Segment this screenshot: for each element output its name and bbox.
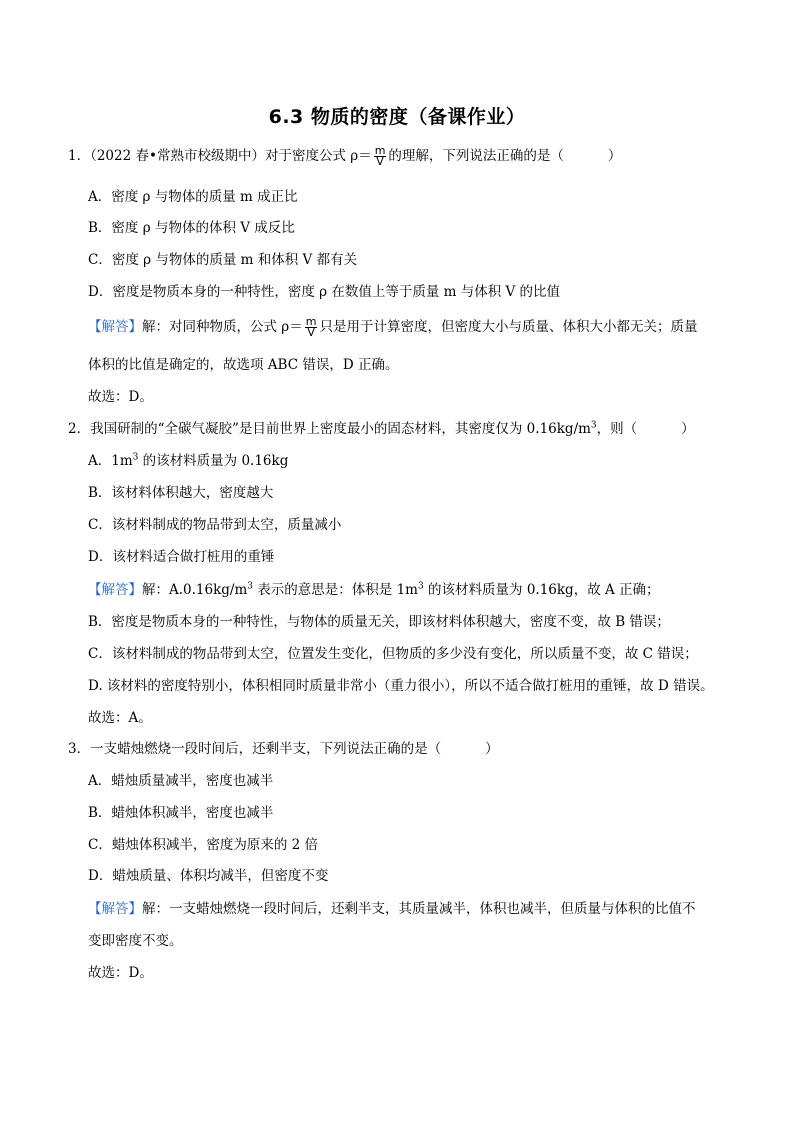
option-text: A．1m bbox=[88, 453, 133, 469]
option-text: 的该材料质量为 0.16kg bbox=[138, 453, 289, 469]
question-number: 1． bbox=[68, 148, 91, 164]
superscript: 3 bbox=[132, 452, 139, 463]
question-3-stem bbox=[68, 739, 499, 759]
question-2-option-a bbox=[88, 451, 288, 471]
question-3-answer-line-1 bbox=[88, 899, 696, 919]
question-1-option-d: D．密度是物质本身的一种特性，密度 ρ 在数值上等于质量 m 与体积 V 的比值 bbox=[88, 284, 561, 300]
question-2-stem bbox=[68, 419, 695, 439]
question-3-option-a: A．蜡烛质量减半，密度也减半 bbox=[88, 773, 274, 789]
question-1-stem bbox=[68, 146, 621, 167]
question-2-answer-line-1 bbox=[88, 580, 660, 600]
stem-text: 一支蜡烛燃烧一段时间后，还剩半支，下列说法正确的是（ bbox=[90, 741, 442, 757]
stem-text: 的理解，下列说法正确的是（ bbox=[388, 148, 564, 164]
answer-text: 只是用于计算密度，但密度大小与质量、体积大小都无关；质量 bbox=[319, 319, 698, 335]
formula-fraction bbox=[374, 146, 387, 167]
question-1-choice: 故选：D。 bbox=[88, 389, 153, 405]
question-1-answer-line-2: 体积的比值是确定的，故选项 ABC 错误，D 正确。 bbox=[88, 357, 399, 373]
stem-text: ，则（ bbox=[596, 421, 638, 437]
stem-text: ） bbox=[681, 421, 695, 437]
superscript: 3 bbox=[247, 581, 254, 592]
formula-fraction bbox=[305, 317, 318, 338]
question-1-option-c: C．密度 ρ 与物体的质量 m 和体积 V 都有关 bbox=[88, 252, 358, 268]
answer-tag: 【解答】 bbox=[88, 319, 142, 335]
answer-text: 表示的意思是：体积是 1m bbox=[253, 582, 418, 598]
page-title: 6.3 物质的密度（备课作业） bbox=[268, 106, 526, 128]
question-2-option-d: D．该材料适合做打桩用的重锤 bbox=[88, 549, 275, 565]
superscript: 3 bbox=[418, 581, 424, 592]
question-number: 3． bbox=[68, 741, 91, 757]
fraction-denominator: V bbox=[307, 326, 315, 339]
question-1-answer-line-1 bbox=[88, 317, 697, 338]
fraction-numerator: m bbox=[305, 315, 317, 328]
question-source: （2022 春•常熟市校级期中） bbox=[90, 148, 265, 164]
question-2-option-b: B．该材料体积越大，密度越大 bbox=[88, 485, 274, 501]
stem-text: ） bbox=[607, 148, 622, 164]
question-2-answer-line-2: B．密度是物质本身的一种特性，与物体的质量无关，即该材料体积越大，密度不变，故 B 错误； bbox=[88, 614, 670, 630]
stem-text: 对于密度公式 ρ＝ bbox=[264, 148, 372, 164]
answer-tag: 【解答】 bbox=[88, 582, 142, 598]
answer-text: 解：对同种物质，公式 ρ＝ bbox=[142, 319, 303, 335]
question-number: 2． bbox=[68, 421, 91, 437]
superscript: 3 bbox=[590, 420, 597, 431]
question-1-option-b: B．密度 ρ 与物体的体积 V 成反比 bbox=[88, 220, 295, 236]
stem-text: ） bbox=[485, 741, 499, 757]
answer-tag: 【解答】 bbox=[88, 901, 142, 917]
fraction-denominator: V bbox=[376, 155, 384, 168]
question-1-option-a: A．密度 ρ 与物体的质量 m 成正比 bbox=[88, 189, 298, 205]
question-3-answer-line-2: 变即密度不变。 bbox=[88, 933, 183, 949]
answer-text: 解：A.0.16kg/m bbox=[142, 582, 248, 598]
answer-text: 解：一支蜡烛燃烧一段时间后，还剩半支，其质量减半，体积也减半，但质量与体积的比值不 bbox=[142, 901, 696, 917]
question-2-choice: 故选：A。 bbox=[88, 710, 152, 726]
question-3-option-d: D．蜡烛质量、体积均减半，但密度不变 bbox=[88, 868, 329, 884]
question-3-option-b: B．蜡烛体积减半，密度也减半 bbox=[88, 805, 274, 821]
question-2-answer-line-3: C．该材料制成的物品带到太空，位置发生变化，但物质的多少没有变化，所以质量不变，故 C 错误； bbox=[88, 646, 698, 662]
answer-text: 的该材料质量为 0.16kg，故 A 正确； bbox=[423, 582, 660, 598]
question-2-option-c: C．该材料制成的物品带到太空，质量减小 bbox=[88, 517, 342, 533]
stem-text: 我国研制的“全碳气凝胶”是目前世界上密度最小的固态材料，其密度仅为 0.16kg/m bbox=[90, 421, 591, 437]
question-3-option-c: C．蜡烛体积减半，密度为原来的 2 倍 bbox=[88, 837, 319, 853]
question-2-answer-line-4: D. 该材料的密度特别小，体积相同时质量非常小（重力很小），所以不适合做打桩用的重锤，故 D 错误。 bbox=[88, 678, 714, 694]
question-3-choice: 故选：D。 bbox=[88, 965, 153, 981]
fraction-numerator: m bbox=[374, 144, 386, 157]
